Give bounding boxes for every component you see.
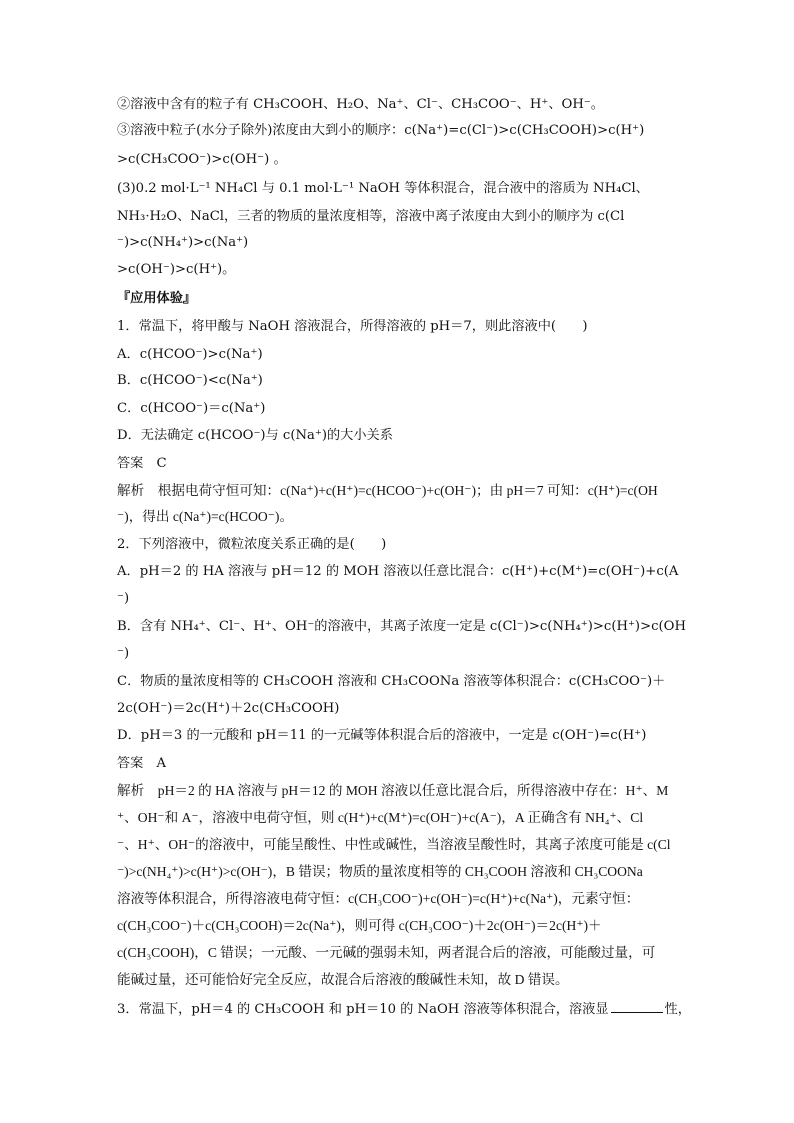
option-c: C．c(HCOO⁻)＝c(Na⁺) (117, 401, 266, 416)
option-a: A．pH＝2 的 HA 溶液与 pH＝12 的 MOH 溶液以任意比混合：c(H⁺)+c(M⁺)=c(OH⁻)+c(A (117, 564, 679, 579)
text-line: >c(CH₃COO⁻)>c(OH⁻) 。 (117, 152, 287, 167)
explanation-line: ⁺、OH⁻和 A⁻，溶液中电荷守恒，则 c(H⁺)+c(M⁺)=c(OH⁻)+c(A⁻)，A 正确含有 NH₄⁺、Cl (117, 810, 644, 825)
option-b: B．含有 NH₄⁺、Cl⁻、H⁺、OH⁻的溶液中，其离子浓度一定是 c(Cl⁻)>c(NH₄⁺)>c(H⁺)>c(OH (117, 619, 686, 634)
explanation-line: 解析 根据电荷守恒可知：c(Na⁺)+c(H⁺)=c(HCOO⁻)+c(OH⁻)；由 pH＝7 可知：c(H⁺)=c(OH (117, 483, 658, 498)
option-b: B．c(HCOO⁻)<c(Na⁺) (117, 373, 263, 388)
text-line: >c(OH⁻)>c(H⁺)。 (117, 262, 236, 277)
question-text-end: 性， (664, 1002, 691, 1017)
explanation-line: ⁻、H⁺、OH⁻的溶液中，可能呈酸性、中性或碱性，当溶液呈酸性时，其离子浓度可能是 c(Cl (117, 837, 671, 852)
text-line: NH₃·H₂O、NaCl，三者的物质的量浓度相等，溶液中离子浓度由大到小的顺序为 c(Cl (117, 209, 625, 224)
answer: 答案 C (117, 456, 167, 471)
option-d: D．无法确定 c(HCOO⁻)与 c(Na⁺)的大小关系 (117, 428, 393, 443)
explanation-line: c(CH₃COO⁻)＋c(CH₃COOH)＝2c(Na⁺)，则可得 c(CH₃COO⁻)＋2c(OH⁻)＝2c(H⁺)＋ (117, 918, 602, 933)
question-stem: 2．下列溶液中，微粒浓度关系正确的是( ) (117, 537, 387, 552)
explanation-line: c(CH₃COOH)，C 错误；一元酸、一元碱的强弱未知，两者混合后的溶液，可能酸过量，可 (117, 945, 656, 960)
option-d: D．pH＝3 的一元酸和 pH＝11 的一元碱等体积混合后的溶液中，一定是 c(OH⁻)=c(H⁺) (117, 728, 647, 743)
text-line: ③溶液中粒子(水分子除外)浓度由大到小的顺序：c(Na⁺)=c(Cl⁻)>c(CH₃COOH)>c(H⁺) (117, 123, 645, 138)
option-b: ⁻) (117, 646, 130, 661)
question-text: 3．常温下，pH＝4 的 CH₃COOH 和 pH＝10 的 NaOH 溶液等体积混合，溶液显 (117, 1002, 609, 1017)
explanation-line: 能碱过量，还可能恰好完全反应，故混合后溶液的酸碱性未知，故 D 错误。 (117, 972, 569, 987)
answer-blank[interactable] (611, 1000, 663, 1013)
question-stem: 1．常温下，将甲酸与 NaOH 溶液混合，所得溶液的 pH＝7，则此溶液中( ) (117, 319, 588, 334)
explanation-line: 解析 pH＝2 的 HA 溶液与 pH＝12 的 MOH 溶液以任意比混合后，所得溶液中存在：H⁺、M (117, 783, 669, 798)
text-line: ⁻)>c(NH₄⁺)>c(Na⁺) (117, 235, 249, 250)
option-c: C．物质的量浓度相等的 CH₃COOH 溶液和 CH₃COONa 溶液等体积混合：c(CH₃COO⁻)＋ (117, 674, 666, 689)
explanation-line: ⁻)，得出 c(Na⁺)=c(HCOO⁻)。 (117, 509, 294, 524)
question-stem (117, 1000, 691, 1019)
section-heading: 『应用体验』 (117, 291, 197, 306)
answer: 答案 A (117, 756, 167, 771)
explanation-line: ⁻)>c(NH₄⁺)>c(H⁺)>c(OH⁻)，B 错误；物质的量浓度相等的 CH₃COOH 溶液和 CH₃COONa (117, 864, 643, 879)
text-line: ②溶液中含有的粒子有 CH₃COOH、H₂O、Na⁺、Cl⁻、CH₃COO⁻、H⁺、OH⁻。 (117, 97, 604, 112)
option-a: ⁻) (117, 591, 130, 606)
text-line: (3)0.2 mol·L⁻¹ NH₄Cl 与 0.1 mol·L⁻¹ NaOH 等体积混合，混合液中的溶质为 NH₄Cl、 (117, 181, 649, 196)
option-a: A．c(HCOO⁻)>c(Na⁺) (117, 347, 263, 362)
explanation-line: 溶液等体积混合，所得溶液电荷守恒：c(CH₃COO⁻)+c(OH⁻)=c(H⁺)+c(Na⁺)，元素守恒： (117, 891, 640, 906)
option-c: 2c(OH⁻)＝2c(H⁺)＋2c(CH₃COOH) (117, 701, 340, 716)
